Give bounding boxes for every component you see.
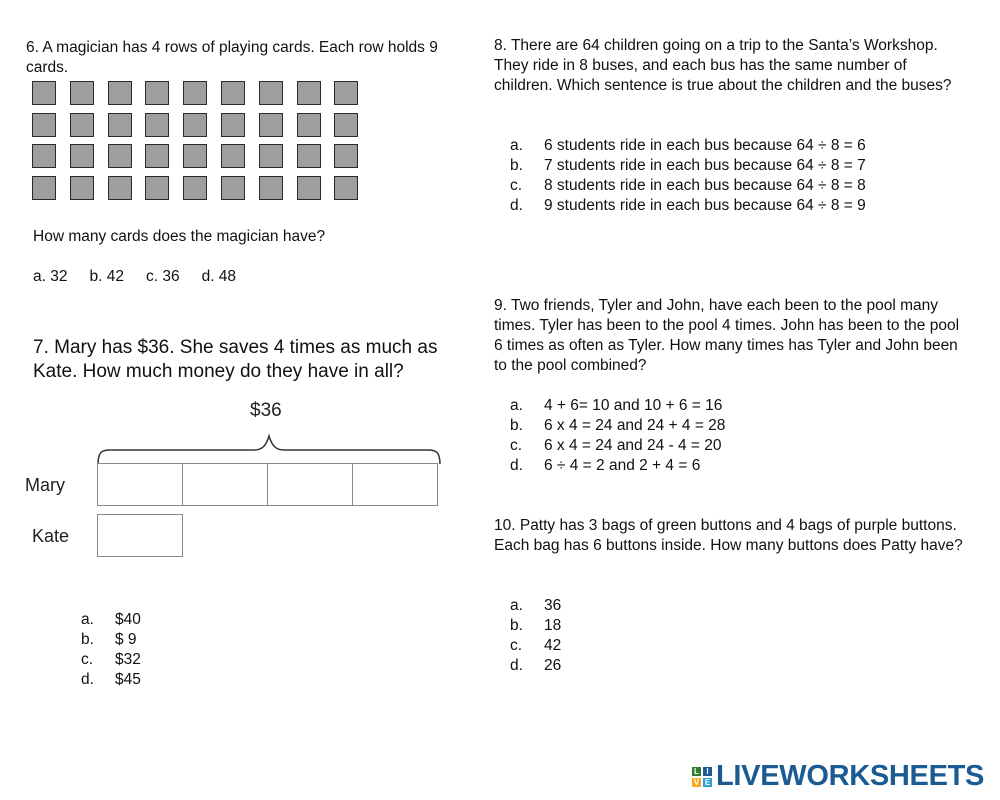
playing-card bbox=[297, 113, 321, 137]
question-9-options bbox=[494, 396, 964, 476]
question-7-options bbox=[81, 610, 141, 690]
question-6-option-b[interactable]: b. 42 bbox=[89, 268, 124, 285]
question-9-option-a[interactable]: a. 4 + 6= 10 and 10 + 6 = 16 bbox=[510, 397, 723, 414]
question-8-option-d[interactable]: d. 9 students ride in each bus because 64 ÷ 8 = 9 bbox=[510, 197, 866, 214]
playing-card bbox=[259, 113, 283, 137]
liveworksheets-logo[interactable] bbox=[692, 760, 984, 793]
playing-card bbox=[70, 81, 94, 105]
playing-card bbox=[32, 81, 56, 105]
playing-card bbox=[183, 113, 207, 137]
question-6-option-c[interactable]: c. 36 bbox=[145, 268, 180, 285]
playing-card bbox=[145, 113, 169, 137]
tape-label-kate: Kate bbox=[32, 526, 70, 546]
tape-cell bbox=[267, 463, 353, 506]
logo-text: LIVEWORKSHEETS bbox=[716, 760, 985, 792]
playing-card bbox=[297, 176, 321, 200]
question-7-option-a[interactable]: a. $40 bbox=[81, 611, 141, 628]
playing-card bbox=[183, 144, 207, 168]
playing-card bbox=[145, 144, 169, 168]
playing-card bbox=[221, 144, 245, 168]
logo-mark-letter: I bbox=[703, 767, 712, 776]
tape-diagram-total: $36 bbox=[250, 400, 282, 421]
playing-card bbox=[297, 144, 321, 168]
question-10-option-c[interactable]: c. 42 bbox=[510, 637, 562, 654]
playing-card bbox=[221, 113, 245, 137]
playing-card bbox=[108, 81, 132, 105]
question-9-title: 9. Two friends, Tyler and John, have each been to the pool many times. Tyler has been to the pool 4 times. John has been to the pool 6 times as often as Tyler. How many times has Tyler and John been to the pool combined? bbox=[494, 297, 960, 374]
playing-card bbox=[183, 81, 207, 105]
playing-card bbox=[259, 176, 283, 200]
question-9-option-b[interactable]: b. 6 x 4 = 24 and 24 + 4 = 28 bbox=[510, 417, 726, 434]
tape-diagram-brace bbox=[96, 426, 446, 466]
question-10-option-a[interactable]: a. 36 bbox=[510, 597, 562, 614]
question-7-title: 7. Mary has $36. She saves 4 times as much as Kate. How much money do they have in all? bbox=[33, 337, 438, 382]
question-10-options bbox=[494, 596, 964, 676]
tape-cell bbox=[97, 463, 183, 506]
question-10-option-b[interactable]: b. 18 bbox=[510, 617, 562, 634]
question-9-option-d[interactable]: d. 6 ÷ 4 = 2 and 2 + 4 = 6 bbox=[510, 457, 701, 474]
playing-card bbox=[334, 176, 358, 200]
tape-cell bbox=[182, 463, 268, 506]
logo-mark-letter: L bbox=[692, 767, 701, 776]
tape-label-mary: Mary bbox=[25, 475, 65, 495]
tape-row-kate bbox=[97, 514, 182, 557]
question-7-option-b[interactable]: b. $ 9 bbox=[81, 631, 137, 648]
playing-card bbox=[259, 144, 283, 168]
question-10-option-d[interactable]: d. 26 bbox=[510, 657, 562, 674]
question-6-option-d[interactable]: d. 48 bbox=[201, 268, 237, 285]
logo-mark-icon bbox=[692, 767, 712, 787]
playing-cards-grid bbox=[32, 81, 362, 203]
question-6-title: 6. A magician has 4 rows of playing cards. Each row holds 9 cards. bbox=[26, 39, 438, 76]
logo-mark-letter: V bbox=[693, 777, 700, 787]
playing-card bbox=[108, 144, 132, 168]
question-8-option-a[interactable]: a. 6 students ride in each bus because 64 ÷ 8 = 6 bbox=[510, 137, 866, 154]
playing-card bbox=[70, 144, 94, 168]
playing-card bbox=[32, 113, 56, 137]
question-7-option-d[interactable]: d. $45 bbox=[81, 671, 141, 688]
question-6-option-a[interactable]: a. 32 bbox=[33, 268, 68, 285]
playing-card bbox=[334, 144, 358, 168]
question-8-option-c[interactable]: c. 8 students ride in each bus because 64 ÷ 8 = 8 bbox=[510, 177, 866, 194]
playing-card bbox=[108, 176, 132, 200]
playing-card bbox=[70, 113, 94, 137]
playing-card bbox=[259, 81, 283, 105]
question-8-title: 8. There are 64 children going on a trip to the Santa’s Workshop. They ride in 8 buses, and each bus has the same number of children. Which sentence is true about the children and the buses? bbox=[494, 37, 952, 94]
tape-cell bbox=[97, 514, 183, 557]
question-8-options bbox=[494, 136, 964, 216]
playing-card bbox=[32, 144, 56, 168]
playing-card bbox=[70, 176, 94, 200]
playing-card bbox=[108, 113, 132, 137]
question-10-title: 10. Patty has 3 bags of green buttons and 4 bags of purple buttons. Each bag has 6 buttons inside. How many buttons does Patty have? bbox=[494, 517, 963, 554]
playing-card bbox=[334, 113, 358, 137]
playing-card bbox=[183, 176, 207, 200]
question-8-option-b[interactable]: b. 7 students ride in each bus because 64 ÷ 8 = 7 bbox=[510, 157, 866, 174]
question-6-prompt: How many cards does the magician have? bbox=[33, 228, 326, 245]
playing-card bbox=[221, 176, 245, 200]
playing-card bbox=[145, 176, 169, 200]
tape-cell bbox=[352, 463, 438, 506]
tape-row-mary bbox=[97, 463, 437, 506]
question-6-options bbox=[33, 267, 258, 287]
question-7-option-c[interactable]: c. $32 bbox=[81, 651, 141, 668]
playing-card bbox=[32, 176, 56, 200]
logo-mark-letter: E bbox=[704, 777, 711, 787]
playing-card bbox=[221, 81, 245, 105]
question-9-option-c[interactable]: c. 6 x 4 = 24 and 24 - 4 = 20 bbox=[510, 437, 722, 454]
playing-card bbox=[297, 81, 321, 105]
playing-card bbox=[145, 81, 169, 105]
playing-card bbox=[334, 81, 358, 105]
